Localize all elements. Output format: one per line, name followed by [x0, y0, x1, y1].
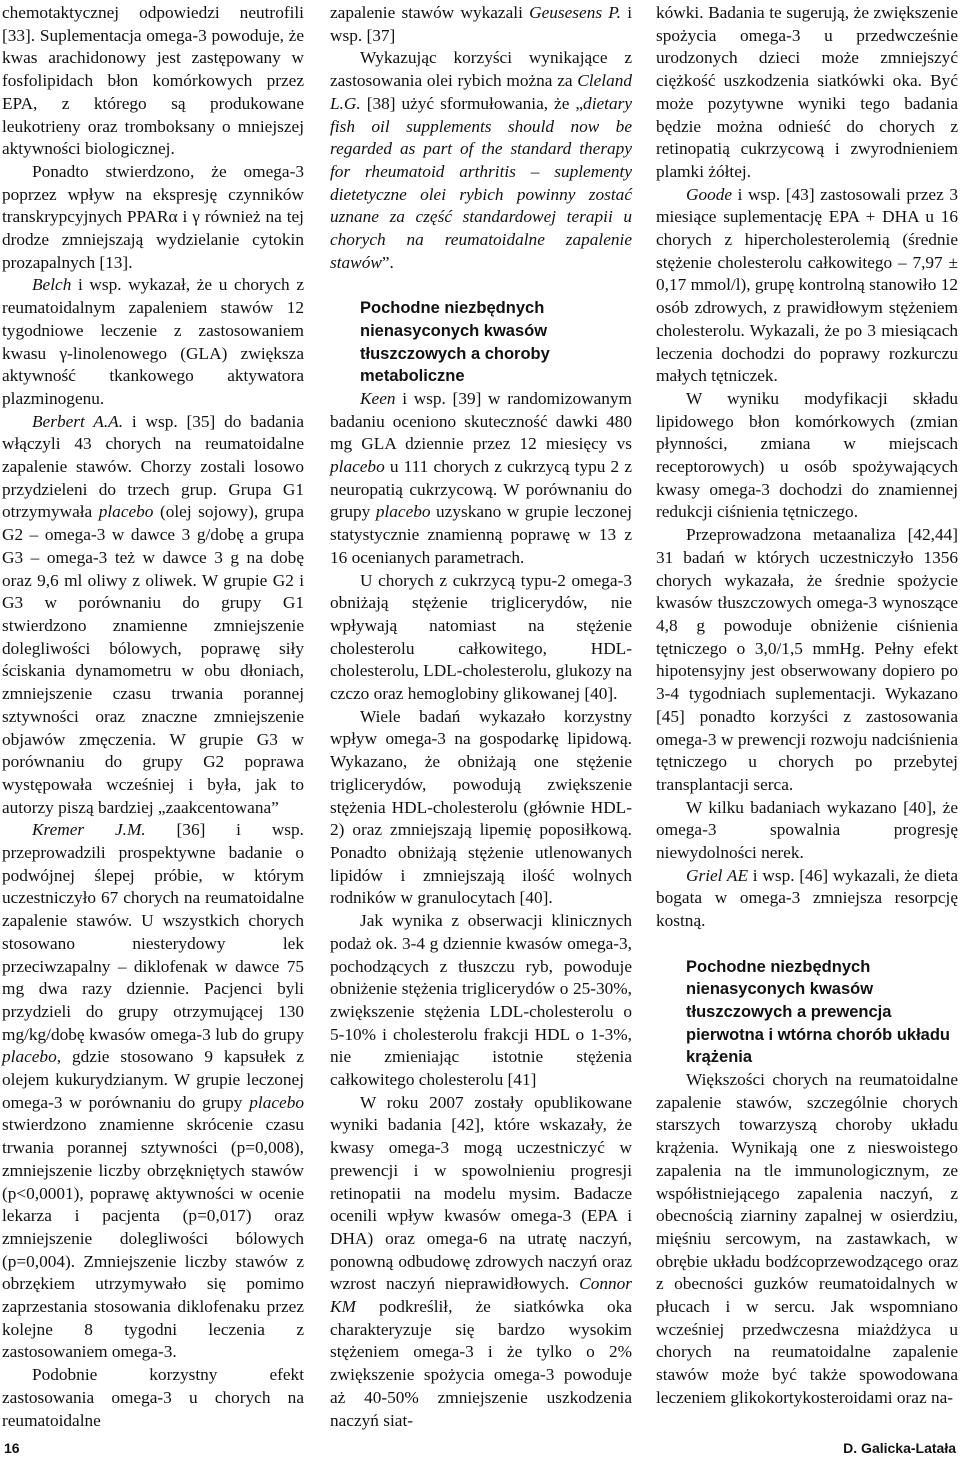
section-heading: Pochodne niezbędnych nienasyconych kwasów tłuszczowych a choroby metaboliczne [360, 299, 550, 386]
paragraph: Wykazując korzyści wynikające z zastosowania olei rybich można za Cleland L.G. [38] użyć sformułowania, że „dietary fish oil supplements should now be regarded as part of the standard therapy for rheumatoid arthritis – suplementy dietetyczne olei rybich powinny zostać uznane za część standardowej terapii u chorych na reumatoidalne zapalenie stawów”. [330, 48, 632, 272]
paragraph: Jak wynika z obserwacji klinicznych podaż ok. 3-4 g dziennie kwasów omega-3, pochodzących z tłuszczu ryb, powoduje obniżenie stężenia triglicerydów o 25-30%, zwiększenie stężenia LDL-cholesterolu o 5-10% i cholesterolu frakcji HDL o 1-3%, nie zmieniając istotnie stężenia całkowitego cholesterolu [41] [330, 911, 632, 1090]
paragraph: W kilku badaniach wykazano [40], że omega-3 spowalnia progresję niewydolności nerek. [656, 797, 958, 863]
paragraph: Goode i wsp. [43] zastosowali przez 3 miesiące suplementację EPA + DHA u 16 chorych z hipercholesterolemią (średnie stężenie cholesterolu całkowitego – 7,97 ± 0,17 mmol/l), grupę kontrolną stanowiło 12 osób zdrowych, z prawidłowym stężeniem cholesterolu. Wykazali, że po 3 miesiącach leczenia dochodzi do poprawy rozkurczu małych tętniczek. [656, 184, 958, 386]
paragraph: Ponadto stwierdzono, że omega-3 poprzez wpływ na ekspresję czynników transkrypcyjnych PPARα i γ również na tej drodze zmniejszają wydzielanie cytokin prozapalnych [13]. [2, 161, 304, 272]
paragraph: Wiele badań wykazało korzystny wpływ omega-3 na gospodarkę lipidową. Wykazano, że obniżają one stężenie triglicerydów, powodują zwiększenie stężenia HDL-cholesterolu (głównie HDL-2) oraz zmniejszają lipemię poposiłkową. Ponadto obniżają stężenie utlenowanych lipidów i zmniejszają ilość wolnych rodników w granulocytach [40]. [330, 706, 632, 908]
page-number: 16 [4, 1440, 20, 1456]
paragraph: Przeprowadzona metaanaliza [42,44] 31 badań w których uczestniczyło 1356 chorych wykazała, że średnie spożycie kwasów tłuszczowych omega-3 wynoszące 4,8 g powoduje obniżenie ciśnienia tętniczego o 3,0/1,5 mmHg. Pełny efekt hipotensyjny jest obserwowany dopiero po 3-4 tygodniach suplementacji. Wykazano [45] ponadto korzyści z zastosowania omega-3 w prewencji rozwoju nadciśnienia tętniczego u chorych po przebytej transplantacji serca. [656, 525, 958, 794]
text-column-right [656, 2, 958, 1410]
text-column-middle [330, 2, 632, 1432]
paragraph: W roku 2007 zostały opublikowane wyniki badania [42], które wskazały, że kwasy omega-3 mogą uczestniczyć w prewencji i w spowolnieniu progresji retinopatii na modelu mysim. Badacze ocenili wpływ kwasów omega-3 (EPA i DHA) oraz omega-6 na utratę naczyń, ponowną odbudowę zdrowych naczyń oraz wzrost naczyń nieprawidłowych. Connor KM podkreślił, że siatkówka oka charakteryzuje się bardzo wysokim stężeniem omega-3 i że tylko o 2% zwiększenie spożycia omega-3 powoduje aż 40-50% zmniejszenie uszkodzenia naczyń siat- [330, 1092, 632, 1430]
paragraph: zapalenie stawów wykazali Geusesens P. i wsp. [37] [330, 3, 633, 45]
paragraph: U chorych z cukrzycą typu-2 omega-3 obniżają stężenie triglicerydów, nie wpływają natomiast na stężenie cholesterolu całkowitego, HDL-cholesterolu, LDL-cholesterolu, glukozy na czczo oraz hemoglobiny glikowanej [40]. [330, 570, 632, 704]
paragraph: chemotaktycznej odpowiedzi neutrofili [33]. Suplementacja omega-3 powoduje, że kwas arachidonowy jest zastępowany w fosfolipidach błon komórkowych przez EPA, z którego są produkowane leukotrieny oraz tromboksany o mniejszej aktywności biologicznej. [2, 3, 304, 159]
paragraph: kówki. Badania te sugerują, że zwiększenie spożycia omega-3 u przedwcześnie urodzonych dzieci może zmniejszyć ciężkość uszkodzenia siatkówki oka. Być może pozytywne wyniki tego badania będzie można odnieść do chorych z retinopatią cukrzycową i zwyrodnieniem plamki żółtej. [656, 3, 958, 181]
paragraph: Podobnie korzystny efekt zastosowania omega-3 u chorych na reumatoidalne [2, 1365, 304, 1430]
author-name: D. Galicka-Latała [843, 1440, 956, 1456]
section-heading: Pochodne niezbędnych nienasyconych kwasów tłuszczowych a prewencja pierwotna i wtórna chorób układu krążenia [686, 957, 951, 1067]
paragraph: Griel AE i wsp. [46] wykazali, że dieta bogata w omega-3 zmniejsza resorpcję kostną. [656, 865, 958, 931]
text-column-left [2, 2, 304, 1432]
paragraph: Belch i wsp. wykazał, że u chorych z reumatoidalnym zapaleniem stawów 12 tygodniowe leczenie z zastosowaniem kwasu γ-linolenowego (GLA) zwiększa aktywność tkankowego aktywatora plazminogenu. [2, 275, 304, 408]
paragraph: Kremer J.M. [36] i wsp. przeprowadzili prospektywne badanie o podwójnej ślepej próbie, w którym uczestniczyło 67 chorych na reumatoidalne zapalenie stawów. U wszystkich chorych stosowano niesterydowy lek przeciwzapalny – diklofenak w dawce 75 mg dwa razy dziennie. Pacjenci byli przydzieli do grupy otrzymującej 130 mg/kg/dobę kwasów omega-3 lub do grupy placebo, gdzie stosowano 9 kapsułek z olejem kukurydzianym. W grupie leczonej omega-3 w porównaniu do grupy placebo stwierdzono znamienne skrócenie czasu trwania porannej sztywności (p=0,008), zmniejszenie liczby obrzękniętych stawów (p<0,0001), poprawę aktywności w ocenie lekarza i pacjenta (p=0,017) oraz zmniejszenie dolegliwości bólowych (p=0,004). Zmniejszenie liczby stawów z obrzękiem utrzymywało się pomimo zaprzestania stosowania diklofenaku przez kolejne 8 tygodni leczenia z zastosowaniem omega-3. [2, 820, 304, 1362]
paragraph: Keen i wsp. [39] w randomizowanym badaniu oceniono skuteczność dawki 480 mg GLA dziennie przez 12 miesięcy vs placebo u 111 chorych z cukrzycą typu 2 z neuropatią cukrzycową. W porównaniu do grupy placebo uzyskano w grupie leczonej statystycznie znamienną poprawę w 13 z 16 ocenianych parametrach. [330, 388, 633, 567]
paragraph: Berbert A.A. i wsp. [35] do badania włączyli 43 chorych na reumatoidalne zapalenie stawów. Chorzy zostali losowo przydzieleni do trzech grup. Grupa G1 otrzymywała placebo (olej sojowy), grupa G2 – omega-3 w dawce 3 g/dobę a grupa G3 – omega-3 też w dawce 3 g na dobę oraz 9,6 ml oliwy z oliwek. W grupie G2 i G3 w porównaniu do grupy G1 stwierdzono znamienne zmniejszenie dolegliwości bólowych, poprawę siły ściskania dynamometru w obu dłoniach, zmniejszenie czasu trwania porannej sztywności oraz znaczne zmniejszenie objawów zmęczenia. W grupie G3 w porównaniu do grupy G2 poprawa występowała wcześniej i była, jak to autorzy piszą bardziej „zaakcentowana” [2, 411, 304, 817]
paragraph: W wyniku modyfikacji składu lipidowego błon komórkowych (zmian płynności, zmiana w miejscach receptorowych) u osób spożywających kwasy omega-3 dochodzi do znamiennej redukcji ciśnienia tętniczego. [656, 388, 958, 522]
paragraph: Większości chorych na reumatoidalne zapalenie stawów, szczególnie chorych starszych towarzyszą choroby układu krążenia. Wynikają one z nieswoistego zapalenia na tle immunologicznym, ze współistniejącego zapalenia naczyń, z obecnością ziarniny zapalnej w osierdziu, mięśniu sercowym, na zastawkach, w obrębie układu bodźcoprzewodzącego oraz z obecności guzków reumatoidalnych w płucach i w sercu. Jak wspomniano wcześniej przedwczesna miażdżyca u chorych na reumatoidalne zapalenie stawów może być także spowodowana leczeniem glikokortykosteroidami oraz na- [656, 1070, 958, 1407]
